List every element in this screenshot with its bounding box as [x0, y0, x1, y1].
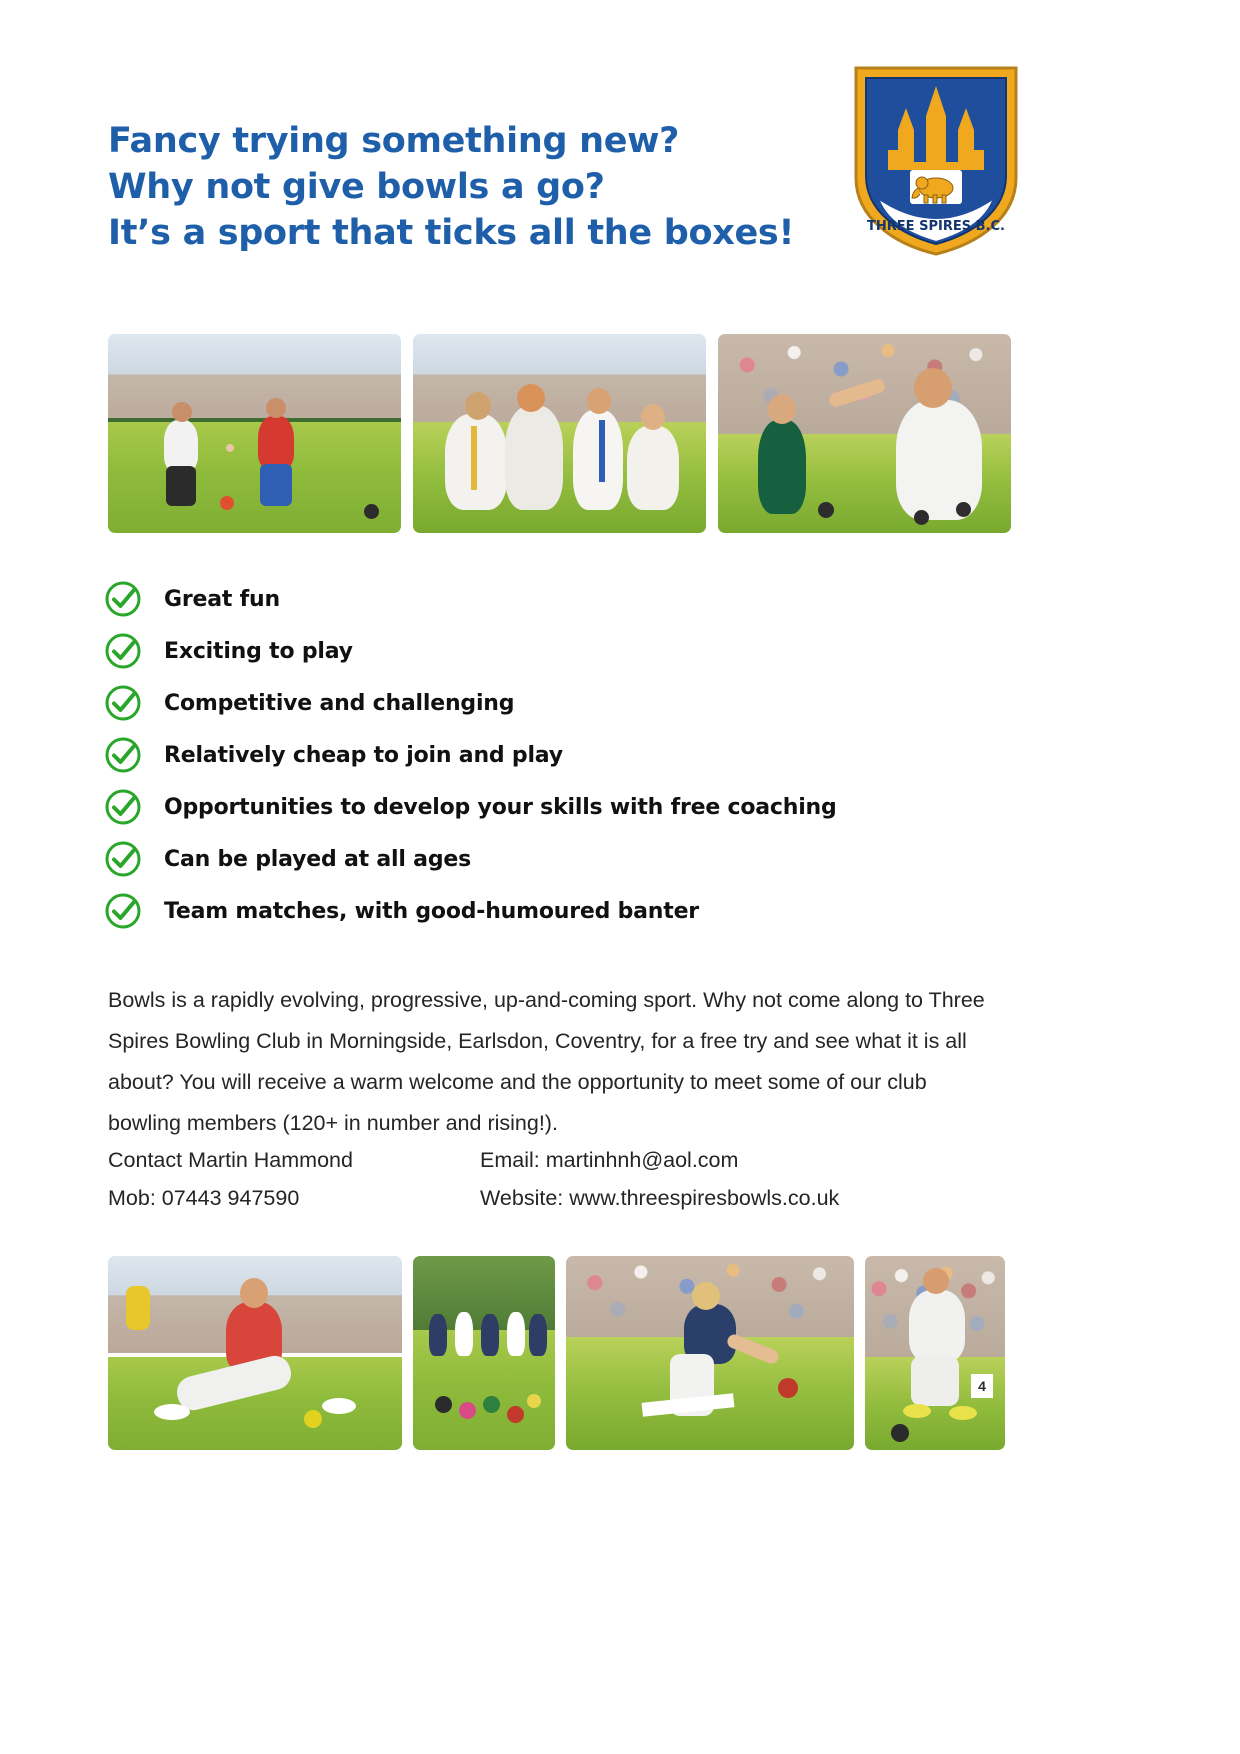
photo-high-five — [718, 334, 1011, 533]
photo-green — [108, 422, 401, 533]
check-circle-icon — [104, 892, 142, 930]
photo-figure — [455, 1312, 473, 1356]
photo-figure-head — [172, 402, 192, 422]
benefit-label: Opportunities to develop your skills with free coaching — [164, 794, 837, 820]
contact-block — [108, 1142, 1008, 1216]
photo-figure — [481, 1314, 499, 1356]
benefit-label: Competitive and challenging — [164, 690, 515, 716]
photo-bowl — [364, 504, 379, 519]
photo-figure — [573, 410, 623, 510]
benefit-item — [104, 625, 1084, 677]
photo-gallery-top — [108, 334, 1132, 533]
photo-jack — [220, 496, 234, 510]
photo-delivery-woman — [566, 1256, 854, 1450]
photo-bowl — [914, 510, 929, 525]
photo-figure-head — [465, 392, 491, 420]
photo-figure-head — [587, 388, 611, 414]
headline-line-1: Fancy trying something new? — [108, 121, 680, 161]
photo-medal-ribbon — [471, 426, 477, 490]
photo-bowl — [483, 1396, 500, 1413]
page-header — [108, 118, 928, 257]
contact-website[interactable]: Website: www.threespiresbowls.co.uk — [480, 1186, 840, 1210]
photo-figure-head — [923, 1268, 949, 1294]
photo-bowl — [435, 1396, 452, 1413]
benefit-label: Exciting to play — [164, 638, 353, 664]
photo-shoe — [154, 1404, 190, 1420]
photo-figure-legs — [911, 1356, 959, 1406]
benefit-label: Can be played at all ages — [164, 846, 471, 872]
contact-mobile: Mob: 07443 947590 — [108, 1186, 300, 1210]
photo-figure-head — [914, 368, 952, 408]
photo-hands — [226, 444, 234, 452]
photo-figure — [507, 1312, 525, 1356]
photo-rink-four — [865, 1256, 1005, 1450]
check-circle-icon — [104, 580, 142, 618]
photo-figure-legs — [166, 466, 196, 506]
photo-shoe — [322, 1398, 356, 1414]
photo-figure-head — [240, 1278, 268, 1308]
photo-figure-head — [641, 404, 665, 430]
benefit-item — [104, 833, 1084, 885]
photo-figure — [909, 1290, 965, 1362]
photo-handshake — [108, 334, 401, 533]
photo-bowl — [891, 1424, 909, 1442]
photo-figure — [896, 400, 982, 520]
photo-bowl — [507, 1406, 524, 1423]
photo-celebration — [413, 334, 706, 533]
contact-email[interactable]: Email: martinhnh@aol.com — [480, 1148, 739, 1172]
photo-figure — [164, 420, 198, 472]
photo-bowl — [956, 502, 971, 517]
photo-figure-head — [692, 1282, 720, 1310]
club-crest-logo — [848, 58, 1024, 258]
photo-figure — [258, 416, 294, 470]
benefit-label: Relatively cheap to join and play — [164, 742, 563, 768]
benefit-item — [104, 729, 1084, 781]
headline-line-2: Why not give bowls a go? — [108, 167, 605, 208]
benefits-list — [104, 573, 1084, 937]
photo-figure — [429, 1314, 447, 1356]
photo-figure — [627, 426, 679, 510]
check-circle-icon — [104, 632, 142, 670]
check-circle-icon — [104, 840, 142, 878]
check-circle-icon — [104, 788, 142, 826]
check-circle-icon — [104, 684, 142, 722]
photo-figure — [126, 1286, 150, 1330]
page-title — [108, 118, 928, 257]
photo-jack — [304, 1410, 322, 1428]
photo-rink-marker: 4 — [971, 1374, 993, 1398]
benefit-label: Team matches, with good-humoured banter — [164, 898, 699, 924]
photo-figure — [758, 420, 806, 514]
photo-figure — [505, 406, 563, 510]
photo-shoe — [949, 1406, 977, 1420]
contact-name: Contact Martin Hammond — [108, 1148, 353, 1172]
benefit-item — [104, 573, 1084, 625]
photo-gallery-bottom — [108, 1256, 1132, 1450]
photo-figure-head — [266, 398, 286, 418]
body-paragraph: Bowls is a rapidly evolving, progressive, up-and-coming sport. Why not come along to Three Spires Bowling Club in Morningside, Earlsdon, Coventry, for a free try and see what it is all about? You will receive a warm welcome and the opportunity to meet some of our club bowling members (120+ in number and rising!). — [108, 987, 985, 1135]
benefit-item — [104, 781, 1084, 833]
photo-figure-legs — [260, 464, 292, 506]
crest-club-name: THREE SPIRES B.C. — [867, 219, 1005, 234]
check-circle-icon — [104, 736, 142, 774]
photo-shoe — [903, 1404, 931, 1418]
photo-bowl — [459, 1402, 476, 1419]
photo-medal-ribbon — [599, 420, 605, 482]
photo-figure — [529, 1314, 547, 1356]
benefit-label: Great fun — [164, 586, 280, 612]
photo-delivery-red — [108, 1256, 402, 1450]
benefit-item — [104, 677, 1084, 729]
photo-jack — [527, 1394, 541, 1408]
photo-bowl — [818, 502, 834, 518]
photo-bowl — [778, 1378, 798, 1398]
benefit-item — [104, 885, 1084, 937]
photo-figure-head — [517, 384, 545, 412]
headline-line-3: It’s a sport that ticks all the boxes! — [108, 213, 795, 254]
photo-group-green — [413, 1256, 555, 1450]
photo-figure-head — [768, 394, 796, 424]
